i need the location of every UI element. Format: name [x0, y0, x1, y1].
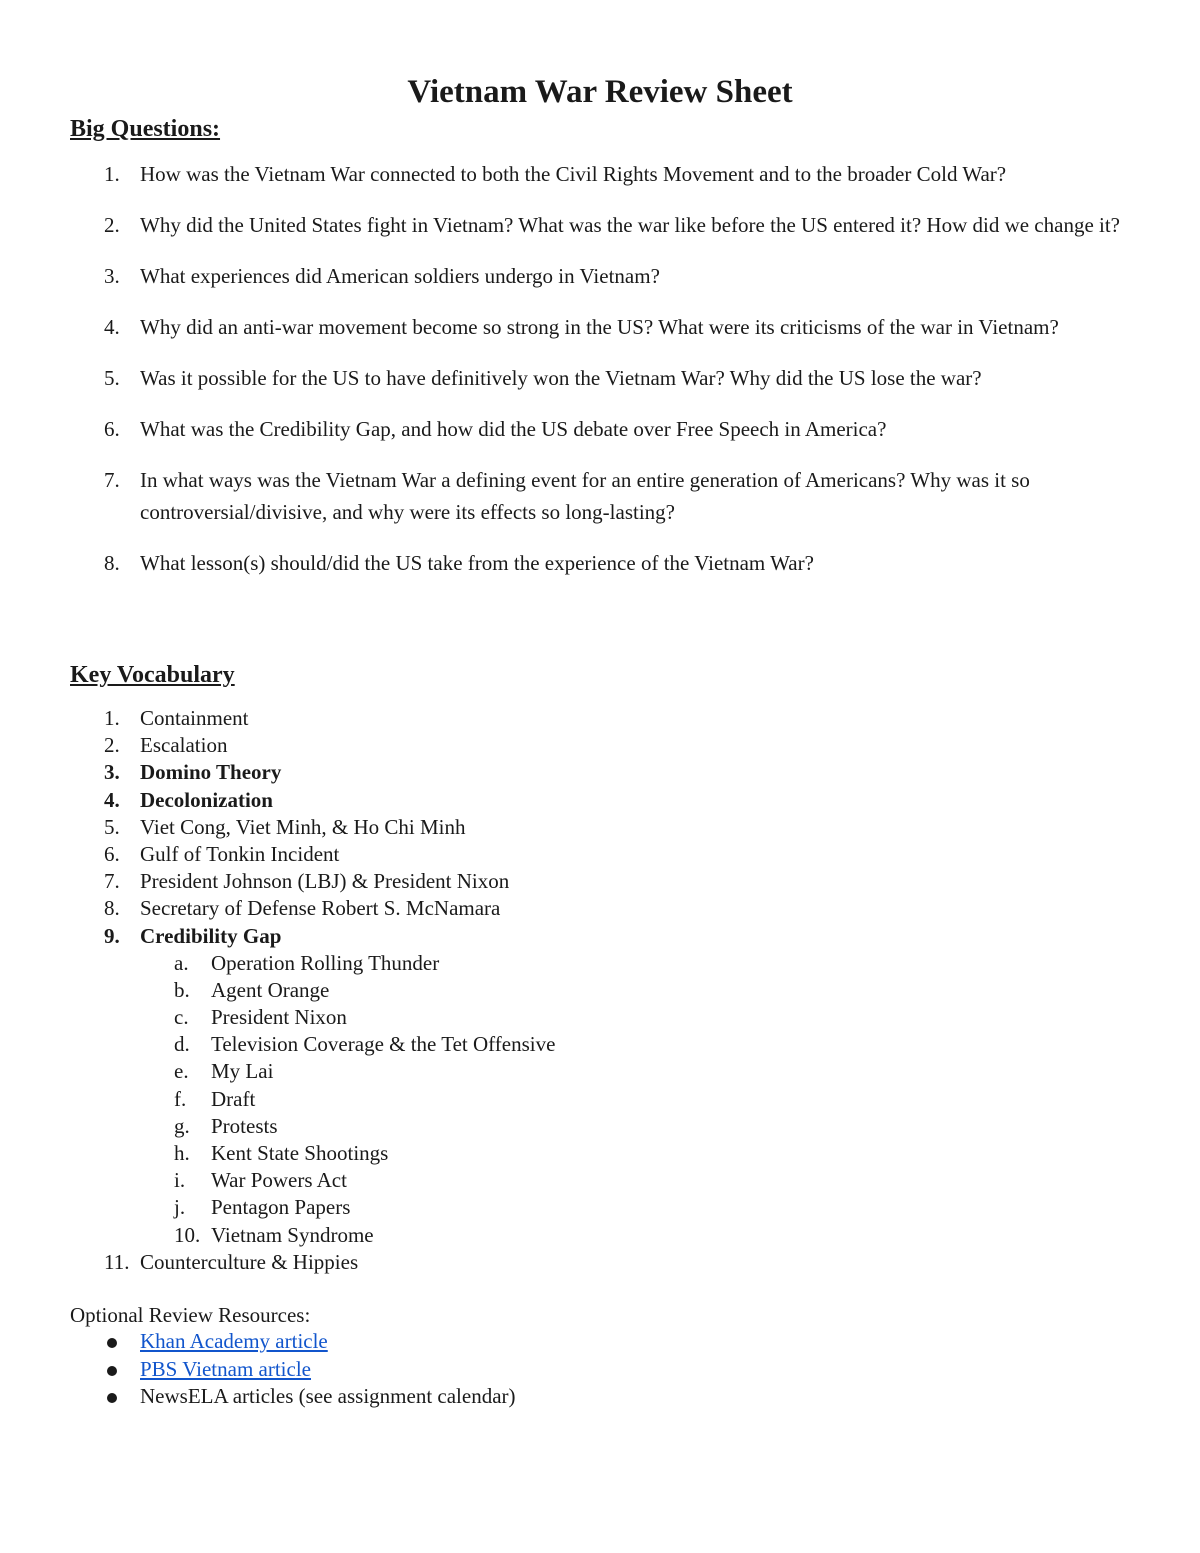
question-item [70, 311, 1130, 343]
vocab-letter: g. [174, 1113, 190, 1138]
khan-academy-link[interactable]: Khan Academy article [140, 1329, 328, 1353]
question-item [70, 464, 1130, 528]
vocab-item [70, 923, 970, 950]
question-number: 7. [104, 468, 120, 492]
bullet-icon [107, 1366, 117, 1376]
resource-item [70, 1328, 516, 1356]
vocab-term: My Lai [211, 1059, 274, 1084]
key-vocabulary-list [70, 705, 970, 1303]
vocab-letter: c. [174, 1005, 189, 1030]
vocab-item [70, 1276, 970, 1303]
vocab-subitem [70, 1004, 970, 1031]
vocab-term: President Johnson (LBJ) & President Nixon [140, 869, 510, 894]
question-text: How was the Vietnam War connected to both the Civil Rights Movement and to the broader Cold War? [140, 162, 1007, 186]
question-number: 2. [104, 213, 120, 237]
vocab-item [70, 814, 970, 841]
vocab-subitem [70, 1058, 970, 1085]
question-text: In what ways was the Vietnam War a defining event for an entire generation of Americans? Why was it so controversial/divisive, and why were its effects so long-lasting? [140, 468, 1030, 524]
newsela-text: NewsELA articles (see assignment calendar) [140, 1384, 516, 1408]
question-item [70, 209, 1130, 241]
question-text: What was the Credibility Gap, and how did the US debate over Free Speech in America? [140, 417, 887, 441]
vocab-term: Agent Orange [211, 977, 330, 1002]
bullet-icon [107, 1338, 117, 1348]
vocab-term: War Powers Act [211, 1168, 347, 1193]
question-text: Why did an anti-war movement become so strong in the US? What were its criticisms of the war in Vietnam? [140, 315, 1059, 339]
question-number: 6. [104, 417, 120, 441]
vocab-subitem [70, 977, 970, 1004]
vocab-term: Domino Theory [140, 760, 282, 785]
vocab-number: 1. [104, 706, 120, 730]
vocab-item [70, 759, 970, 786]
vocab-letter: h. [174, 1141, 190, 1165]
vocab-term: Draft [211, 1086, 256, 1111]
question-item [70, 158, 1130, 190]
key-vocabulary-heading: Key Vocabulary [70, 662, 235, 688]
resources-label: Optional Review Resources: [70, 1303, 311, 1327]
vocab-subitem [70, 1194, 970, 1221]
vocab-term: Viet Cong, Viet Minh, & Ho Chi Minh [140, 814, 466, 839]
vocab-number: 11. [104, 1249, 130, 1274]
vocab-item [70, 895, 970, 922]
vocab-term: Escalation [140, 733, 228, 758]
question-text: What lesson(s) should/did the US take from the experience of the Vietnam War? [140, 551, 814, 575]
vocab-term: Containment [140, 706, 249, 730]
vocab-term: Decolonization [140, 787, 273, 812]
vocab-letter: a. [174, 950, 189, 975]
question-number: 8. [104, 551, 120, 575]
vocab-number: 4. [104, 787, 120, 812]
vocab-item [70, 705, 970, 732]
vocab-term: Protests [211, 1113, 278, 1138]
vocab-term: Kent State Shootings [211, 1141, 389, 1165]
pbs-vietnam-link[interactable]: PBS Vietnam article [140, 1356, 311, 1381]
question-text: Was it possible for the US to have definitively won the Vietnam War? Why did the US lose the war? [140, 366, 982, 390]
vocab-item [70, 1249, 970, 1276]
vocab-subitem [70, 950, 970, 977]
vocab-subitem [70, 1140, 970, 1167]
vocab-number: 6. [104, 841, 120, 866]
vocab-number: 5. [104, 814, 120, 839]
vocab-term: President Nixon [211, 1005, 347, 1030]
vocab-item [70, 868, 970, 895]
vocab-letter: j. [174, 1195, 186, 1220]
page-title: Vietnam War Review Sheet [407, 74, 793, 110]
vocab-term: Gulf of Tonkin Incident [140, 841, 340, 866]
resources-list [70, 1328, 516, 1411]
vocab-number: 7. [104, 869, 120, 894]
question-number: 3. [104, 264, 120, 288]
question-number: 1. [104, 162, 120, 186]
vocab-term: Pentagon Papers [211, 1195, 351, 1220]
vocab-subitem [70, 1113, 970, 1140]
vocab-subitem [70, 1031, 970, 1058]
question-item [70, 260, 1130, 292]
vocab-letter: f. [174, 1086, 187, 1111]
vocab-term: Credibility Gap [140, 923, 282, 948]
vocab-letter: 10. [174, 1222, 201, 1247]
vocab-term: Television Coverage & the Tet Offensive [211, 1032, 556, 1057]
vocab-number: 9. [104, 923, 120, 948]
vocab-number: 3. [104, 760, 120, 785]
big-questions-list [70, 158, 1130, 598]
big-questions-heading: Big Questions: [70, 116, 221, 142]
vocab-letter: b. [174, 977, 190, 1002]
vocab-term: Secretary of Defense Robert S. McNamara [140, 896, 501, 921]
question-number: 5. [104, 366, 120, 390]
question-item [70, 362, 1130, 394]
question-text: What experiences did American soldiers undergo in Vietnam? [140, 264, 660, 288]
bullet-icon [107, 1393, 117, 1403]
vocab-term: Operation Rolling Thunder [211, 950, 440, 975]
vocab-item [70, 841, 970, 868]
vocab-number: 8. [104, 896, 120, 921]
vocab-item [70, 732, 970, 759]
vocab-letter: d. [174, 1032, 190, 1057]
vocab-letter: i. [174, 1168, 186, 1193]
question-text: Why did the United States fight in Vietnam? What was the war like before the US entered it? How did we change it? [140, 213, 1121, 237]
resource-item [70, 1383, 516, 1411]
vocab-term: Counterculture & Hippies [140, 1249, 359, 1274]
resource-item [70, 1356, 516, 1384]
vocab-subitem [70, 1167, 970, 1194]
vocab-subitem [70, 1086, 970, 1113]
vocab-term: Vietnam Syndrome [211, 1222, 374, 1247]
question-item [70, 413, 1130, 445]
vocab-subitem [70, 1222, 970, 1249]
question-item [70, 547, 1130, 579]
vocab-item [70, 787, 970, 814]
vocab-letter: e. [174, 1059, 189, 1084]
vocab-number: 2. [104, 733, 120, 758]
question-number: 4. [104, 315, 120, 339]
